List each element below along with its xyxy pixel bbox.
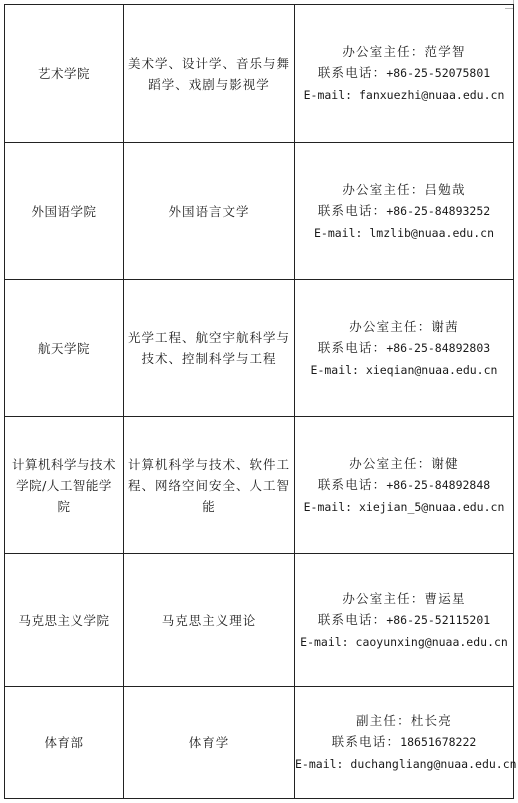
- phone-number: +86-25-52115201: [386, 612, 491, 627]
- phone-label: 联系电话：: [317, 339, 387, 355]
- role-label: 副主任：: [356, 713, 411, 728]
- college-name: 马克思主义学院: [5, 554, 124, 687]
- contact-role-line: [295, 316, 513, 337]
- discipline-list: 计算机科学与技术、软件工程、网络空间安全、人工智能: [124, 417, 295, 554]
- phone-number: +86-25-84893252: [386, 203, 491, 218]
- contact-email-line: [295, 753, 517, 775]
- contact-email-line: [295, 359, 513, 381]
- phone-number: +86-25-52075801: [386, 66, 491, 80]
- discipline-list: 外国语言文学: [124, 143, 295, 280]
- table-row: [5, 280, 514, 417]
- college-name: 外国语学院: [5, 143, 124, 280]
- contact-phone-line: [295, 337, 513, 359]
- contact-phone-line: [295, 62, 513, 84]
- contact-info: [295, 280, 514, 417]
- email-label: E-mail:: [313, 225, 370, 240]
- contact-info: [295, 554, 514, 687]
- phone-number: 18651678222: [400, 735, 477, 749]
- email-address: fanxuezhi@nuaa.edu.cn: [358, 88, 505, 102]
- table-row: [5, 417, 514, 554]
- phone-number: +86-25-84892803: [386, 340, 491, 355]
- contact-person: 杜长亮: [410, 713, 452, 728]
- role-label: 办公室主任：: [342, 44, 425, 59]
- phone-label: 联系电话：: [317, 476, 387, 492]
- contact-role-line: [295, 41, 513, 62]
- contact-role-line: [295, 710, 513, 731]
- email-address: duchangliang@nuaa.edu.cn: [350, 757, 517, 771]
- email-label: E-mail:: [303, 88, 359, 102]
- contact-phone-line: [295, 609, 513, 631]
- table-row: [5, 554, 514, 687]
- contact-role-line: [295, 179, 513, 200]
- email-label: E-mail:: [295, 757, 351, 771]
- contact-person: 谢健: [431, 455, 459, 471]
- college-name: 艺术学院: [5, 5, 124, 143]
- contact-email-line: [295, 496, 513, 518]
- email-label: E-mail:: [310, 362, 366, 377]
- phone-label: 联系电话：: [317, 611, 387, 627]
- phone-number: +86-25-84892848: [386, 477, 491, 492]
- college-name: 航天学院: [5, 280, 124, 417]
- discipline-list: 马克思主义理论: [124, 554, 295, 687]
- role-label: 办公室主任：: [349, 318, 432, 334]
- contact-person: 吕勉哉: [424, 181, 466, 197]
- discipline-list: 光学工程、航空宇航科学与技术、控制科学与工程: [124, 280, 295, 417]
- email-label: E-mail:: [303, 499, 359, 514]
- contact-info: [295, 417, 514, 554]
- email-address: caoyunxing@nuaa.edu.cn: [355, 634, 508, 649]
- contact-role-line: [295, 588, 513, 609]
- contact-info: [295, 687, 517, 799]
- phone-label: 联系电话：: [317, 65, 387, 80]
- contact-phone-line: [295, 200, 513, 222]
- contact-person: 谢茜: [431, 318, 459, 334]
- contact-person: 范学智: [424, 44, 466, 59]
- contact-phone-line: [295, 731, 513, 753]
- email-label: E-mail:: [300, 634, 356, 649]
- college-name: 计算机科学与技术学院/人工智能学院: [5, 417, 124, 554]
- contact-info: [295, 143, 514, 280]
- email-address: xieqian@nuaa.edu.cn: [365, 362, 498, 377]
- contact-email-line: [295, 222, 513, 244]
- email-address: xiejian_5@nuaa.edu.cn: [358, 499, 505, 514]
- college-name: 体育部: [5, 687, 124, 799]
- contact-email-line: [295, 84, 513, 106]
- contact-info: [295, 5, 514, 143]
- phone-label: 联系电话：: [317, 202, 387, 218]
- role-label: 办公室主任：: [342, 181, 425, 197]
- role-label: 办公室主任：: [342, 590, 425, 606]
- table-row: [5, 687, 514, 799]
- table-row: [5, 5, 514, 143]
- role-label: 办公室主任：: [349, 455, 432, 471]
- email-address: lmzlib@nuaa.edu.cn: [369, 225, 494, 240]
- contact-email-line: [295, 631, 513, 653]
- contact-role-line: [295, 453, 513, 474]
- college-contact-table: [4, 4, 517, 799]
- discipline-list: 体育学: [124, 687, 295, 799]
- contact-phone-line: [295, 474, 513, 496]
- discipline-list: 美术学、设计学、音乐与舞蹈学、戏剧与影视学: [124, 5, 295, 143]
- phone-label: 联系电话：: [331, 734, 401, 749]
- contact-person: 曹运星: [424, 590, 466, 606]
- table-row: [5, 143, 514, 280]
